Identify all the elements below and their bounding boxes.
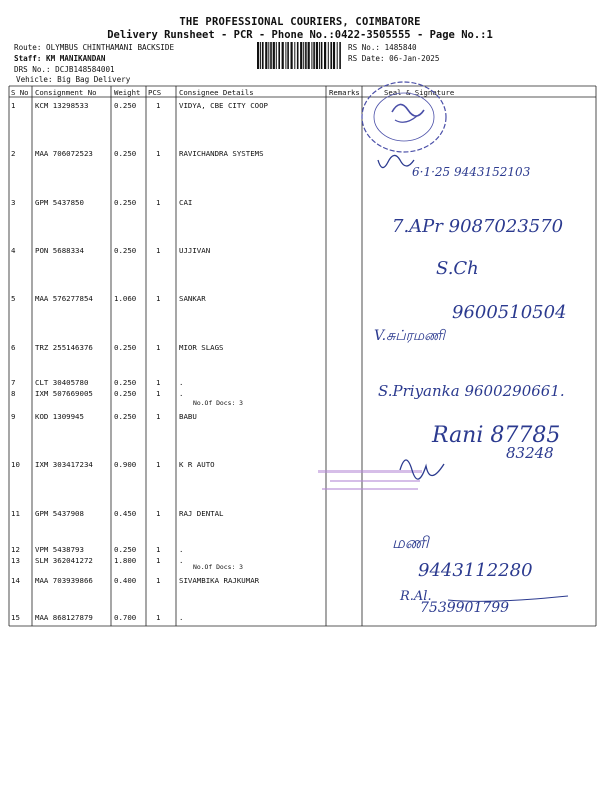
handwriting-row-12: மணி: [392, 533, 429, 552]
cell-sno: 15: [11, 613, 20, 622]
cell-consignee: .: [179, 556, 184, 565]
cell-weight: 0.450: [114, 509, 137, 518]
cell-weight: 0.250: [114, 412, 137, 421]
cell-weight: 0.250: [114, 198, 137, 207]
route-value: OLYMBUS CHINTHAMANI BACKSIDE: [46, 43, 175, 52]
cell-consignee: SANKAR: [179, 294, 206, 303]
cell-sno: 5: [11, 294, 16, 303]
cell-consignment: MAA 703939866: [35, 576, 93, 585]
cell-weight: 0.700: [114, 613, 137, 622]
drs-value: DCJB148584001: [55, 65, 115, 74]
handwriting-row-12b: 9443112280: [418, 560, 533, 581]
cell-sno: 8: [11, 389, 16, 398]
cell-consignee: VIDYA, CBE CITY COOP: [179, 101, 268, 110]
cell-consignee: RAVICHANDRA SYSTEMS: [179, 149, 264, 158]
cell-pcs: 1: [156, 509, 161, 518]
cell-pcs: 1: [156, 412, 161, 421]
cell-sno: 2: [11, 149, 16, 158]
cell-consignee: RAJ DENTAL: [179, 509, 224, 518]
col-header-seal-signature: Seal & Signature: [384, 88, 455, 97]
handwriting-row-2: 6·1·25 9443152103: [412, 165, 531, 179]
cell-pcs: 1: [156, 556, 161, 565]
cell-pcs: 1: [156, 149, 161, 158]
col-header-weight: Weight: [114, 88, 141, 97]
cell-sno: 10: [11, 460, 20, 469]
cell-weight: 0.400: [114, 576, 137, 585]
cell-consignee: MIOR SLAGS: [179, 343, 224, 352]
col-header-sno: S No: [11, 88, 29, 97]
cell-weight: 1.800: [114, 556, 137, 565]
cell-consignment: MAA 576277854: [35, 294, 93, 303]
cell-consignment: IXM 507669005: [35, 389, 93, 398]
handwriting-row-4: S.Ch: [436, 258, 479, 279]
cell-consignment: KOD 1309945: [35, 412, 84, 421]
cell-weight: 0.250: [114, 343, 137, 352]
handwriting-row-3: 7.APr 9087023570: [392, 216, 564, 237]
cell-pcs: 1: [156, 343, 161, 352]
handwriting-row-5b: V.சுப்ரமணி: [374, 328, 445, 344]
drs-label: DRS No.:: [14, 65, 51, 74]
col-header-remarks: Remarks: [329, 88, 360, 97]
cell-consignment: GPM 5437850: [35, 198, 84, 207]
cell-consignee: UJJIVAN: [179, 246, 211, 255]
rs-date-value: 06-Jan-2025: [389, 54, 440, 63]
no-of-docs-note: No.Of Docs: 3: [193, 399, 244, 407]
cell-weight: 0.250: [114, 389, 137, 398]
cell-pcs: 1: [156, 101, 161, 110]
cell-consignee: .: [179, 378, 184, 387]
cell-pcs: 1: [156, 389, 161, 398]
cell-pcs: 1: [156, 545, 161, 554]
cell-pcs: 1: [156, 294, 161, 303]
vehicle-label: Vehicle:: [16, 75, 53, 84]
cell-consignment: MAA 868127879: [35, 613, 93, 622]
handwriting-row-14b: 7539901799: [420, 600, 510, 616]
cell-consignment: PON 5688334: [35, 246, 84, 255]
cell-consignment: MAA 706072523: [35, 149, 93, 158]
handwriting-row-7: S.Priyanka 9600290661.: [378, 382, 565, 400]
cell-consignment: GPM 5437908: [35, 509, 84, 518]
document-subtitle: Delivery Runsheet - PCR - Phone No.:0422-3505555 - Page No.:1: [107, 29, 493, 41]
cell-consignment: VPM 5438793: [35, 545, 84, 554]
cell-consignment: SLM 362041272: [35, 556, 93, 565]
cell-pcs: 1: [156, 613, 161, 622]
col-header-consignment: Consignment No: [35, 88, 97, 97]
cell-weight: 0.250: [114, 545, 137, 554]
cell-sno: 1: [11, 101, 16, 110]
cell-pcs: 1: [156, 198, 161, 207]
cell-pcs: 1: [156, 460, 161, 469]
handwriting-row-9: Rani 87785: [432, 423, 561, 448]
document-title: THE PROFESSIONAL COURIERS, COIMBATORE: [179, 16, 421, 28]
vehicle-value: Big Bag Delivery: [57, 75, 131, 84]
cell-sno: 13: [11, 556, 20, 565]
cell-weight: 1.060: [114, 294, 137, 303]
cell-weight: 0.250: [114, 149, 137, 158]
cell-consignment: TRZ 255146376: [35, 343, 93, 352]
handwriting-row-14: R.Al.: [400, 589, 432, 604]
cell-consignee: K R AUTO: [179, 460, 215, 469]
cell-pcs: 1: [156, 378, 161, 387]
col-header-consignee: Consignee Details: [179, 88, 254, 97]
staff-label: Staff:: [14, 54, 42, 63]
cell-sno: 6: [11, 343, 16, 352]
cell-sno: 14: [11, 576, 20, 585]
cell-weight: 0.250: [114, 246, 137, 255]
cell-consignment: CLT 30405780: [35, 378, 89, 387]
cell-weight: 0.250: [114, 101, 137, 110]
staff-value: KM MANIKANDAN: [46, 54, 106, 63]
cell-consignment: KCM 13298533: [35, 101, 89, 110]
cell-consignee: .: [179, 613, 184, 622]
col-header-pcs: PCS: [148, 88, 162, 97]
cell-pcs: 1: [156, 576, 161, 585]
cell-weight: 0.900: [114, 460, 137, 469]
no-of-docs-note: No.Of Docs: 3: [193, 563, 244, 571]
cell-sno: 9: [11, 412, 16, 421]
cell-consignee: .: [179, 545, 184, 554]
cell-pcs: 1: [156, 246, 161, 255]
rs-no-value: 1485840: [384, 43, 417, 52]
cell-consignee: .: [179, 389, 184, 398]
rs-date-label: RS Date:: [348, 54, 385, 63]
handwriting-row-9b: 83248: [506, 444, 554, 462]
cell-consignee: BABU: [179, 412, 197, 421]
handwriting-row-5: 9600510504: [452, 302, 567, 323]
cell-sno: 4: [11, 246, 16, 255]
cell-consignee: CAI: [179, 198, 193, 207]
cell-sno: 3: [11, 198, 16, 207]
rs-no-label: RS No.:: [348, 43, 381, 52]
cell-sno: 12: [11, 545, 20, 554]
route-label: Route:: [14, 43, 42, 52]
cell-sno: 11: [11, 509, 20, 518]
cell-sno: 7: [11, 378, 16, 387]
cell-consignee: SIVAMBIKA RAJKUMAR: [179, 576, 260, 585]
cell-weight: 0.250: [114, 378, 137, 387]
cell-consignment: IXM 303417234: [35, 460, 93, 469]
